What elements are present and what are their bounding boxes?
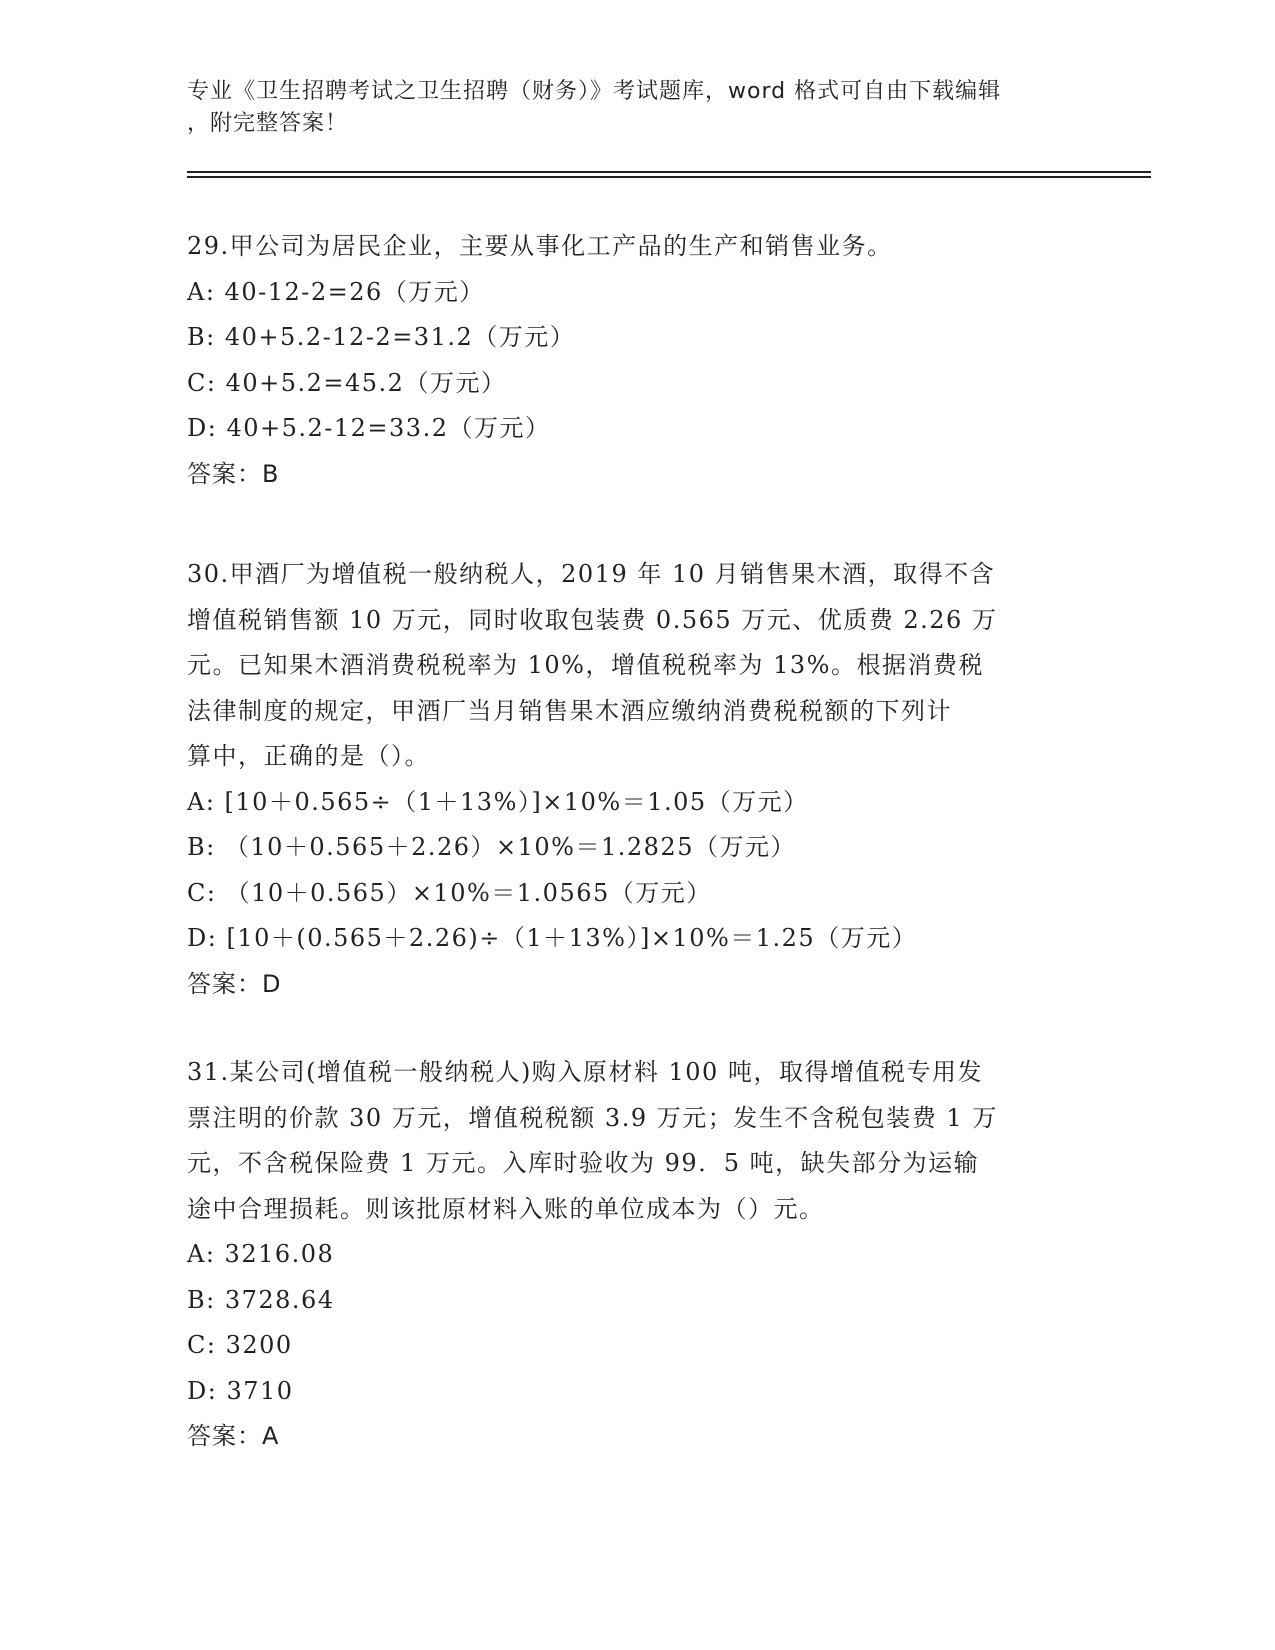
header-line-2: ，附完整答案！ (187, 111, 349, 136)
answer-line: 答案：D (187, 969, 282, 998)
option-b: B: 3728.64 (187, 1285, 335, 1314)
option-d: D: 3710 (187, 1376, 294, 1405)
answer-line: 答案：B (187, 459, 280, 488)
question-stem-line: 算中，正确的是（）。 (187, 742, 430, 770)
header-rule-top (187, 171, 1151, 173)
question-stem-line: 30.甲酒厂为增值税一般纳税人，2019 年 10 月销售果木酒，取得不含 (187, 560, 996, 588)
question-stem-line: 29.甲公司为居民企业，主要从事化工产品的生产和销售业务。 (187, 232, 893, 260)
document-header (187, 76, 1067, 140)
option-c: C: 3200 (187, 1331, 293, 1359)
option-b: B: 40+5.2-12-2=31.2（万元） (187, 323, 576, 351)
question-29 (187, 224, 1087, 497)
question-31 (187, 1050, 1087, 1460)
option-a: A: 3216.08 (187, 1240, 335, 1268)
question-stem-line: 元。已知果木酒消费税税率为 10%，增值税税率为 13%。根据消费税 (187, 651, 984, 679)
question-stem-line: 票注明的价款 30 万元，增值税税额 3.9 万元；发生不含税包装费 1 万 (187, 1103, 998, 1132)
answer-line: 答案：A (187, 1422, 280, 1450)
question-stem-line: 增值税销售额 10 万元，同时收取包装费 0.565 万元、优质费 2.26 万 (187, 605, 998, 634)
header-rule-bottom (187, 176, 1151, 178)
option-a: A: 40-12-2=26（万元） (187, 277, 485, 306)
option-a: A: [10＋0.565÷（1＋13%）]×10%＝1.05（万元） (187, 787, 809, 816)
option-c: C: 40+5.2=45.2（万元） (187, 368, 507, 397)
option-c: C: （10＋0.565）×10%＝1.0565（万元） (187, 878, 712, 907)
question-stem-line: 元，不含税保险费 1 万元。入库时验收为 99．5 吨，缺失部分为运输 (187, 1149, 980, 1177)
question-stem-line: 途中合理损耗。则该批原材料入账的单位成本为（）元。 (187, 1194, 825, 1223)
question-stem-line: 31.某公司(增值税一般纳税人)购入原材料 100 吨，取得增值税专用发 (187, 1058, 983, 1086)
header-line-1: 专业《卫生招聘考试之卫生招聘（财务）》考试题库，word 格式可自由下载编辑 (187, 79, 1002, 104)
option-b: B: （10＋0.565＋2.26）×10%＝1.2825（万元） (187, 833, 796, 861)
question-30 (187, 552, 1087, 1007)
option-d: D: 40+5.2-12=33.2（万元） (187, 414, 551, 442)
option-d: D: [10＋(0.565＋2.26)÷（1＋13%）]×10%＝1.25（万元） (187, 924, 918, 952)
question-stem-line: 法律制度的规定，甲酒厂当月销售果木酒应缴纳消费税税额的下列计 (187, 696, 952, 725)
